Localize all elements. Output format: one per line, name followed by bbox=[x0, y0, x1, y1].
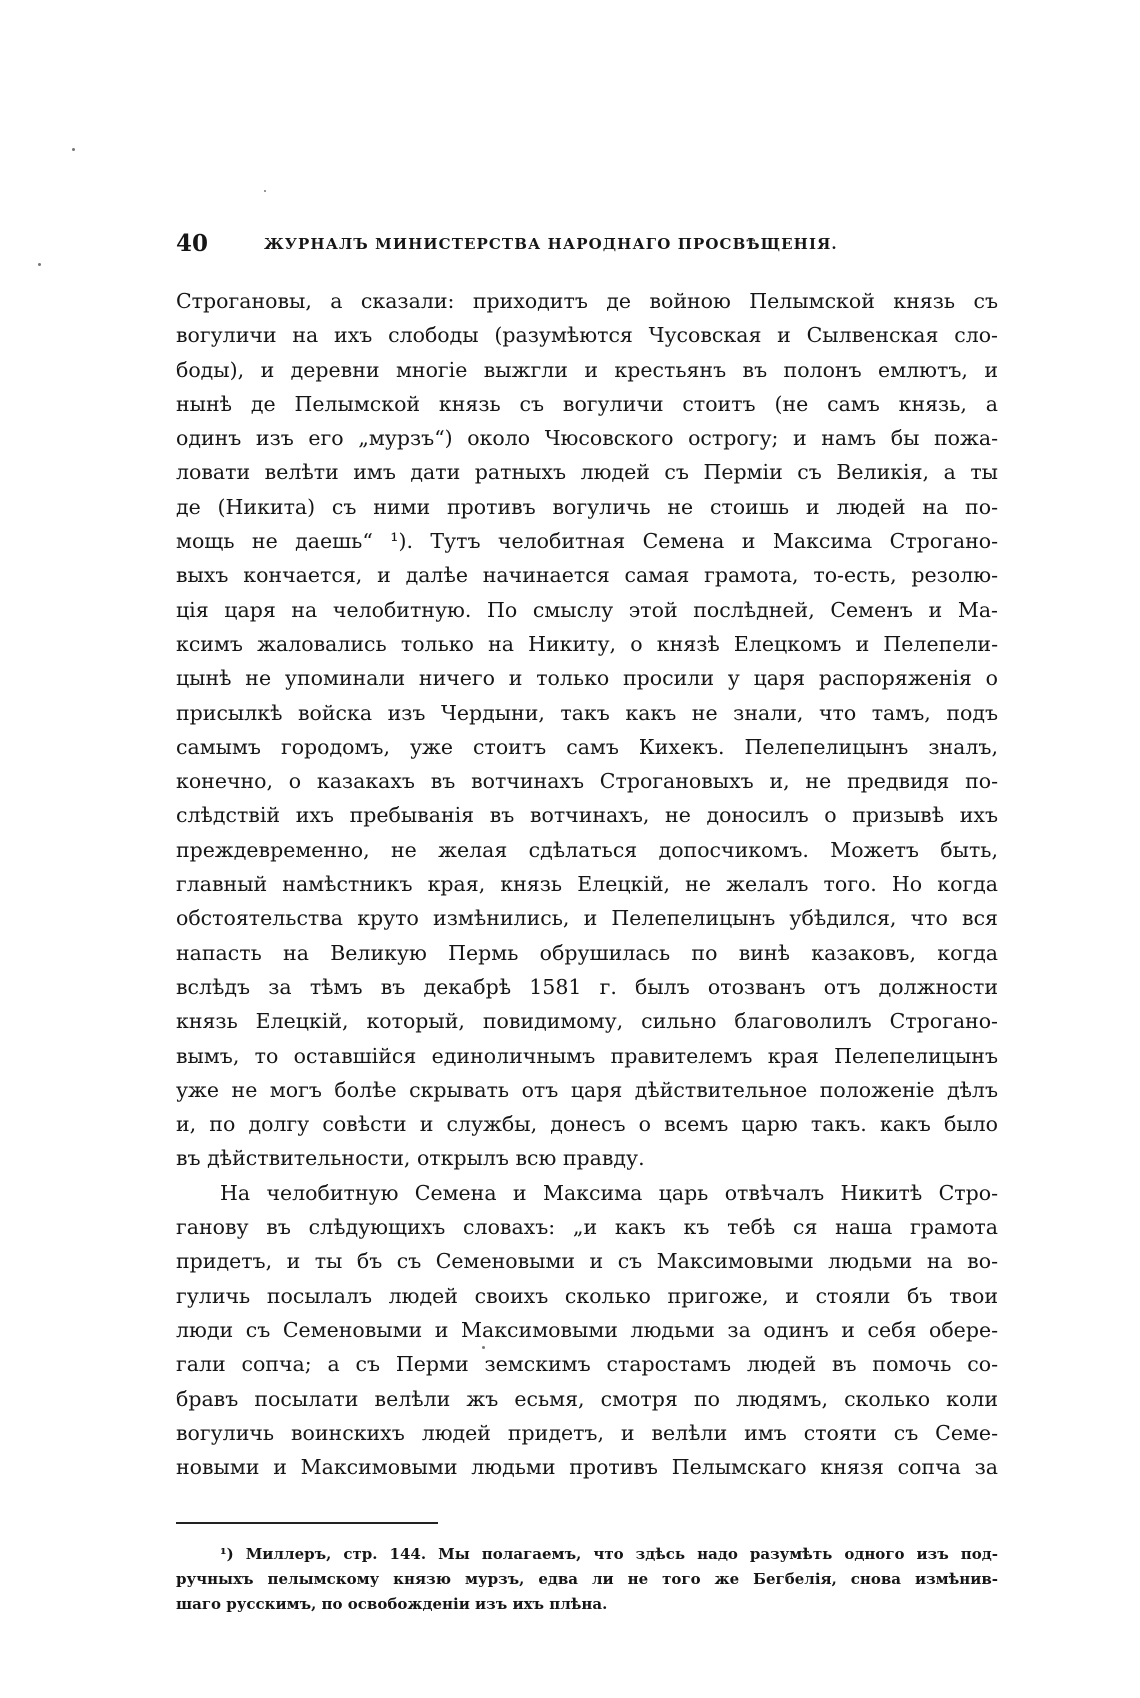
body-text bbox=[176, 284, 998, 1484]
text-line: На челобитную Семена и Максима царь отвѣчалъ Никитѣ Стро- bbox=[220, 1180, 998, 1205]
text-line: люди съ Семеновыми и Максимовыми людьми за одинъ и себя обере- bbox=[176, 1317, 998, 1342]
text-line: вслѣдъ за тѣмъ въ декабрѣ 1581 г. былъ отозванъ отъ должности bbox=[176, 974, 998, 999]
text-line: преждевременно, не желая сдѣлаться допосчикомъ. Можетъ быть, bbox=[176, 837, 998, 862]
text-line: Строгановы, а сказали: приходитъ де войною Пелымской князь съ bbox=[176, 289, 998, 313]
scan-speck bbox=[264, 190, 266, 192]
text-line: ганову въ слѣдующихъ словахъ: „и какъ къ тебѣ ся наша грамота bbox=[176, 1215, 998, 1240]
text-line: бравъ посылати велѣли жъ есьмя, смотря по людямъ, сколько коли bbox=[176, 1386, 998, 1411]
text-line: одинъ изъ его „мурзъ“) около Чюсовского острогу; и намъ бы пожа- bbox=[176, 426, 998, 451]
text-line: ловати велѣти имъ дати ратныхъ людей съ Перміи съ Великія, а ты bbox=[176, 460, 998, 485]
footnote-line: ручныхъ пелымскому князю мурзъ, едва ли не того же Бегбелія, снова измѣнив- bbox=[176, 1570, 998, 1589]
text-line: слѣдствій ихъ пребыванія въ вотчинахъ, не доносилъ о призывѣ ихъ bbox=[176, 803, 998, 828]
text-line: присылкѣ войска изъ Чердыни, такъ какъ не знали, что тамъ, подъ bbox=[176, 700, 998, 725]
text-line: князь Елецкій, который, повидимому, сильно благоволилъ Строгано- bbox=[176, 1009, 998, 1034]
text-line: самымъ городомъ, уже стоитъ самъ Кихекъ. Пелепелицынъ зналъ, bbox=[176, 734, 998, 759]
page-number: 40 bbox=[176, 230, 209, 257]
page-header bbox=[176, 230, 998, 264]
text-line: придетъ, и ты бъ съ Семеновыми и съ Максимовыми людьми на во- bbox=[176, 1249, 998, 1274]
document-page bbox=[176, 230, 998, 1617]
text-line: уже не могъ болѣе скрывать отъ царя дѣйствительное положеніе дѣлъ bbox=[176, 1077, 998, 1102]
scan-speck bbox=[38, 263, 41, 266]
text-line: гуличь посылалъ людей своихъ сколько пригоже, и стояли бъ твои bbox=[176, 1283, 998, 1308]
text-line: обстоятельства круто измѣнились, и Пелепелицынъ убѣдился, что вся bbox=[176, 906, 998, 931]
footnote-line: ¹) Миллеръ, стр. 144. Мы полагаемъ, что здѣсь надо разумѣть одного изъ под- bbox=[220, 1545, 998, 1564]
footnote bbox=[176, 1542, 998, 1617]
text-line: мощь не даешь“ ¹). Тутъ челобитная Семена и Максима Строгано- bbox=[176, 529, 998, 554]
text-line: ція царя на челобитную. По смыслу этой послѣдней, Семенъ и Ма- bbox=[176, 597, 998, 622]
text-line: де (Никита) съ ними противъ вогуличь не стоишь и людей на по- bbox=[176, 494, 998, 519]
text-line: вогуличь воинскихъ людей придетъ, и велѣли имъ стояти съ Семе- bbox=[176, 1420, 998, 1445]
text-line: напасть на Великую Пермь обрушилась по винѣ казаковъ, когда bbox=[176, 940, 998, 965]
text-line: нынѣ де Пелымской князь съ вогуличи стоитъ (не самъ князь, а bbox=[176, 391, 998, 416]
footnote-rule bbox=[176, 1522, 438, 1524]
text-line: выхъ кончается, и далѣе начинается самая грамота, то-есть, резолю- bbox=[176, 563, 998, 588]
text-line: вымъ, то оставшійся единоличнымъ правителемъ края Пелепелицынъ bbox=[176, 1043, 998, 1068]
text-line: въ дѣйствительности, открылъ всю правду. bbox=[176, 1146, 645, 1171]
text-line: конечно, о казакахъ въ вотчинахъ Строгановыхъ и, не предвидя по- bbox=[176, 769, 998, 794]
text-line: вогуличи на ихъ слободы (разумѣются Чусовская и Сылвенская сло- bbox=[176, 323, 998, 348]
text-line: гали сопча; а съ Перми земскимъ старостамъ людей въ помочь со- bbox=[176, 1352, 998, 1377]
footnote-line: шаго русскимъ, по освобожденіи изъ ихъ плѣна. bbox=[176, 1595, 608, 1614]
running-title: ЖУРНАЛЪ МИНИСТЕРСТВА НАРОДНАГО ПРОСВѢЩЕНІЯ. bbox=[264, 235, 838, 253]
text-line: цынѣ не упоминали ничего и только просили у царя распоряженія о bbox=[176, 666, 998, 691]
text-line: новыми и Максимовыми людьми противъ Пелымскаго князя сопча за bbox=[176, 1455, 998, 1480]
text-line: ксимъ жаловались только на Никиту, о князѣ Елецкомъ и Пелепели- bbox=[176, 631, 998, 656]
text-line: главный намѣстникъ края, князь Елецкій, не желалъ того. Но когда bbox=[176, 872, 998, 897]
text-line: боды), и деревни многіе выжгли и крестьянъ въ полонъ емлютъ, и bbox=[176, 357, 998, 382]
text-line: и, по долгу совѣсти и службы, донесъ о всемъ царю такъ. какъ было bbox=[176, 1112, 998, 1137]
scan-speck bbox=[72, 148, 75, 151]
